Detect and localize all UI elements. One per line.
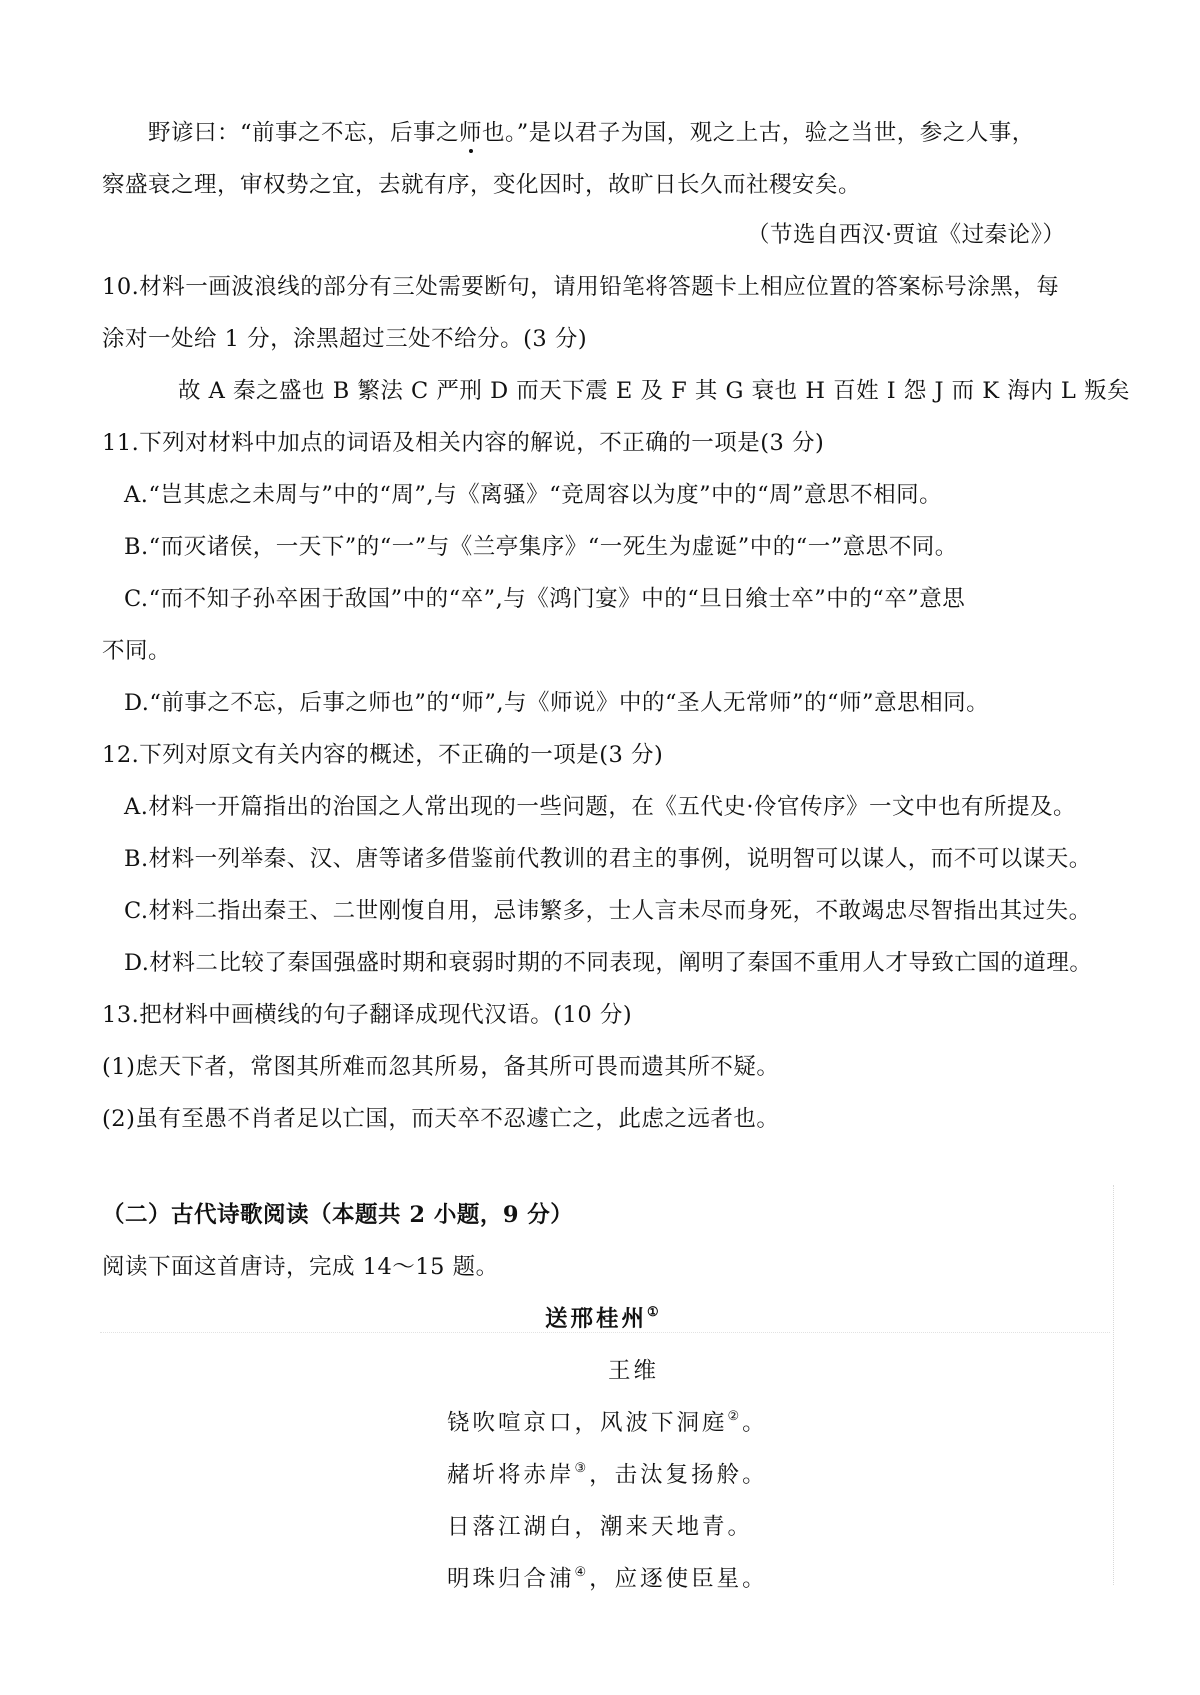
q13-sentence-1: (1)虑天下者，常图其所难而忽其所易，备其所可畏而遗其所不疑。	[102, 1054, 780, 1080]
poem-line-1-end: 。	[742, 1410, 768, 1436]
q11-option-a: A.“岂其虑之未周与”中的“周”,与《离骚》“竞周容以为度”中的“周”意思不相同。	[124, 482, 943, 508]
footnote-mark: ④	[574, 1565, 590, 1580]
passage-line-2: 察盛衰之理，审权势之宜，去就有序，变化因时，故旷日长久而社稷安矣。	[102, 172, 862, 198]
q11-option-b: B.“而灭诸侯，一天下”的“一”与《兰亭集序》“一死生为虚诞”中的“一”意思不同。	[124, 534, 958, 560]
poem-line-4-end: ，应逐使臣星。	[589, 1566, 768, 1592]
footnote-mark: ③	[574, 1461, 590, 1476]
poem-line-2	[447, 1460, 768, 1490]
poem-line-2-end: ，击汰复扬舲。	[589, 1462, 768, 1488]
q11-stem: 11.下列对材料中加点的词语及相关内容的解说，不正确的一项是(3 分)	[102, 430, 825, 456]
q13-stem: 13.把材料中画横线的句子翻译成现代汉语。(10 分)	[102, 1002, 633, 1028]
passage-line-1-start: 野谚曰：“前事之不忘，后事之	[148, 120, 460, 146]
q10-options: 故 A 秦之盛也 B 繁法 C 严刑 D 而天下震 E 及 F 其 G 衰也 H 百姓 I 怨 J 而 K 海内 L 叛矣	[178, 378, 1130, 404]
poem-author: 王维	[608, 1358, 660, 1384]
q11-option-c-line-1: C.“而不知子孙卒困于敌国”中的“卒”,与《鸿门宴》中的“旦日飨士卒”中的“卒”意思	[124, 586, 966, 612]
scan-artifact-vertical-line	[1113, 1185, 1114, 1585]
passage-line-1	[148, 118, 1035, 148]
q13-sentence-2: (2)虽有至愚不肖者足以亡国，而天卒不忍遽亡之，此虑之远者也。	[102, 1106, 780, 1132]
section-instruction: 阅读下面这首唐诗，完成 14～15 题。	[102, 1254, 499, 1280]
q11-option-c-line-2: 不同。	[102, 638, 172, 664]
footnote-mark: ②	[727, 1409, 743, 1424]
scan-artifact-horizontal-line	[100, 1332, 1110, 1333]
section-heading: （二）古代诗歌阅读（本题共 2 小题，9 分）	[102, 1202, 574, 1228]
poem-line-1	[447, 1408, 768, 1438]
q12-option-c: C.材料二指出秦王、二世刚愎自用，忌讳繁多，士人言未尽而身死，不敢竭忠尽智指出其过失。	[124, 898, 1092, 924]
q12-option-a: A.材料一开篇指出的治国之人常出现的一些问题，在《五代史·伶官传序》一文中也有所提及。	[124, 794, 1077, 820]
poem-line-3: 日落江湖白，潮来天地青。	[447, 1514, 754, 1540]
passage-source: （节选自西汉·贾谊《过秦论》）	[747, 222, 1066, 248]
poem-line-4	[447, 1564, 768, 1594]
passage-line-1-end: 也。”是以君子为国，观之上古，验之当世，参之人事，	[482, 120, 1035, 146]
dotted-character: 师	[459, 120, 483, 146]
q10-stem-line-2: 涂对一处给 1 分，涂黑超过三处不给分。(3 分)	[102, 326, 588, 352]
poem-line-2-text: 赭圻将赤岸	[447, 1462, 575, 1488]
q10-stem-line-1: 10.材料一画波浪线的部分有三处需要断句，请用铅笔将答题卡上相应位置的答案标号涂黑，每	[102, 274, 1060, 300]
poem-title-text: 送邢桂州	[545, 1306, 648, 1332]
poem-line-1-text: 铙吹喧京口，风波下洞庭	[447, 1410, 728, 1436]
q12-stem: 12.下列对原文有关内容的概述，不正确的一项是(3 分)	[102, 742, 664, 768]
footnote-mark: ①	[647, 1305, 662, 1320]
q11-option-d: D.“前事之不忘，后事之师也”的“师”,与《师说》中的“圣人无常师”的“师”意思相同。	[124, 690, 990, 716]
poem-title	[545, 1304, 662, 1334]
q12-option-b: B.材料一列举秦、汉、唐等诸多借鉴前代教训的君主的事例，说明智可以谋人，而不可以谋天。	[124, 846, 1092, 872]
poem-line-4-text: 明珠归合浦	[447, 1566, 575, 1592]
q12-option-d: D.材料二比较了秦国强盛时期和衰弱时期的不同表现，阐明了秦国不重用人才导致亡国的道理。	[124, 950, 1093, 976]
